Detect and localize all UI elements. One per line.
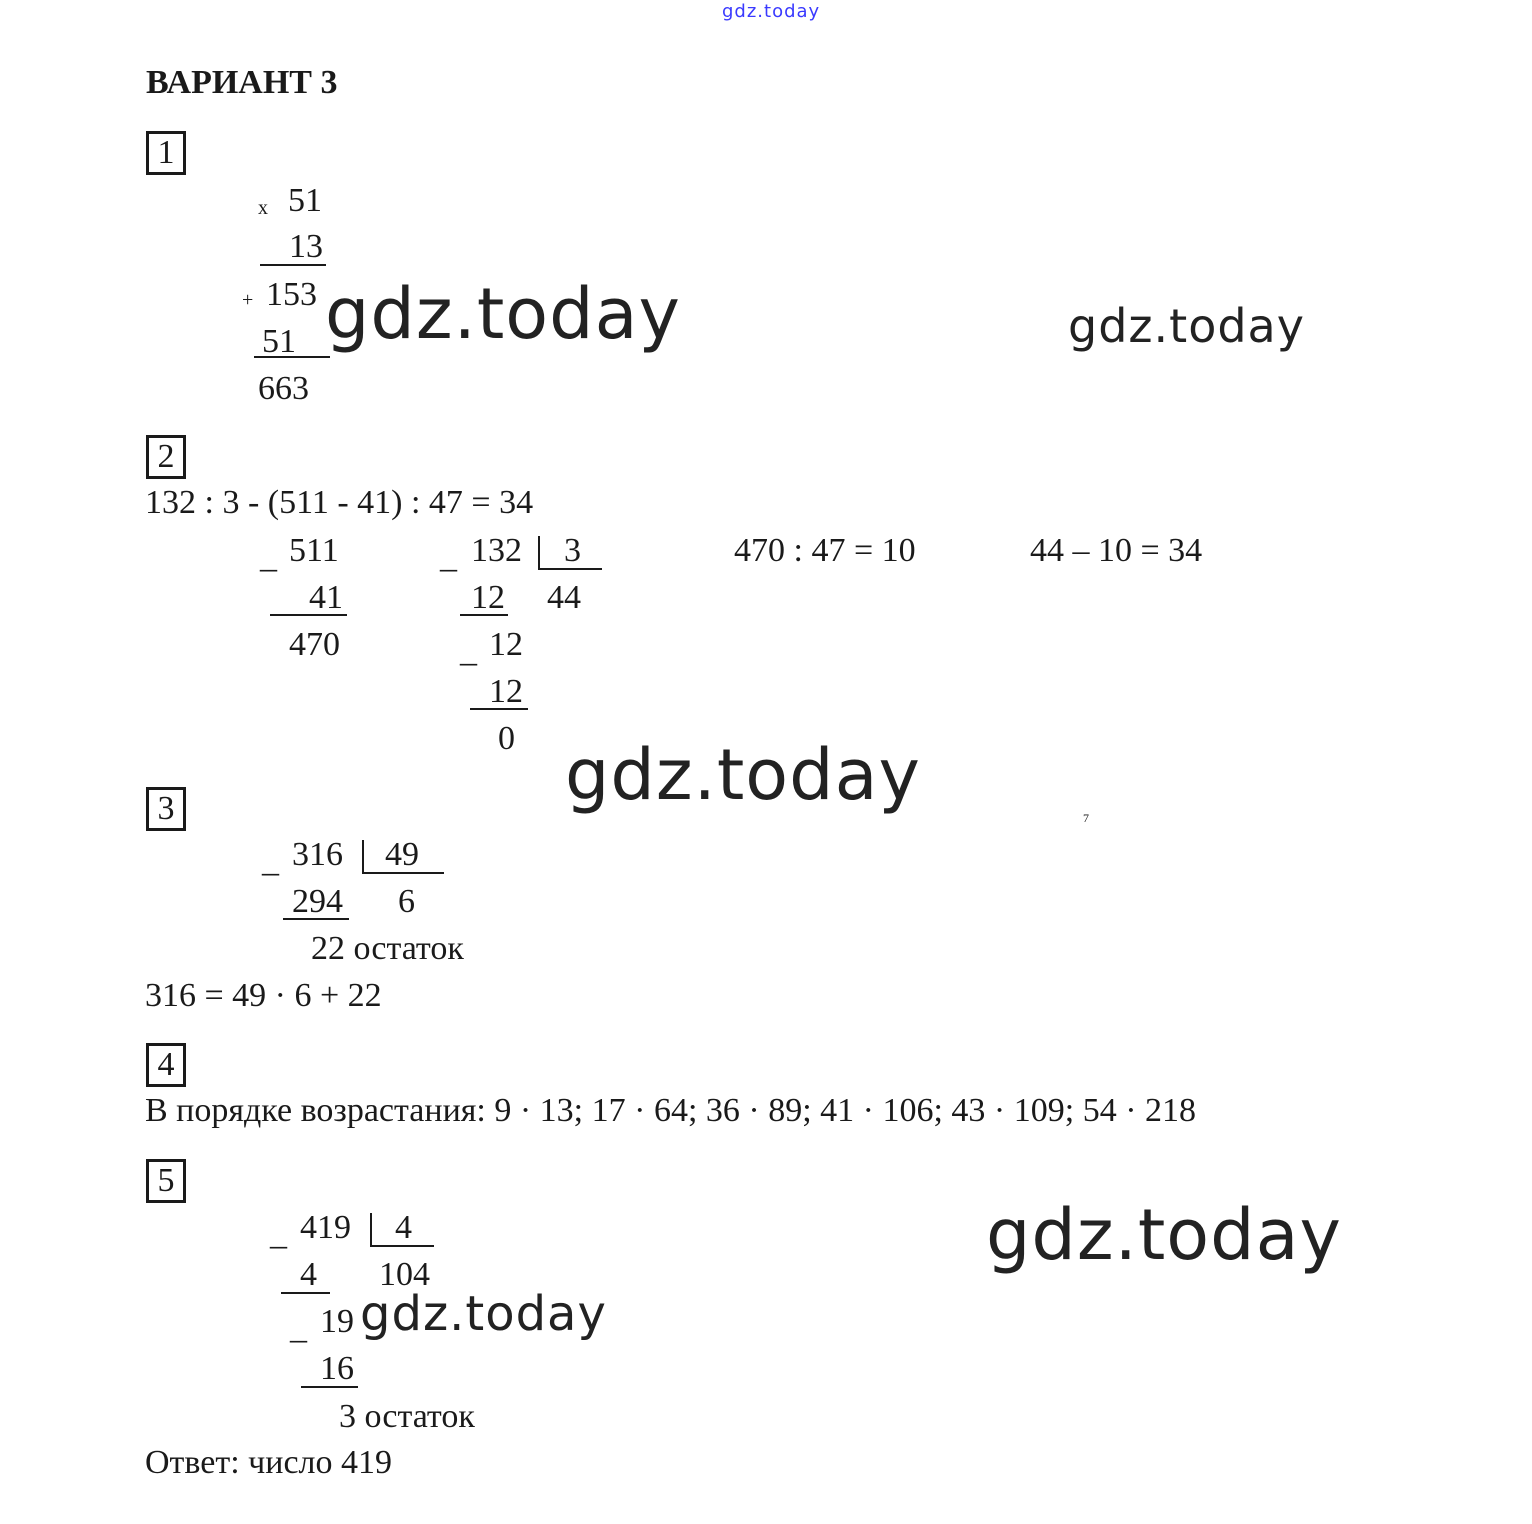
- t5-sub-1: 4: [300, 1256, 317, 1293]
- t5-div-bar: [370, 1213, 372, 1247]
- div-sub-2: 12: [489, 673, 523, 710]
- t3-divisor-line: [362, 872, 444, 874]
- t5-dividend: 419: [300, 1209, 351, 1246]
- t5-remainder-1: 19: [320, 1303, 354, 1340]
- mult-line-2: [254, 356, 330, 358]
- t3-div-bar: [362, 840, 364, 874]
- sub-line: [270, 614, 347, 616]
- task2-eq1: 470 : 47 = 10: [734, 532, 916, 569]
- t3-dividend: 316: [292, 836, 343, 873]
- div-dividend: 132: [471, 532, 522, 569]
- mult-line-1: [260, 264, 326, 266]
- mult-result: 663: [258, 370, 309, 407]
- t3-minus: _: [262, 842, 279, 879]
- t5-divisor-line: [370, 1245, 434, 1247]
- t4-text: В порядке возрастания: 9 · 13; 17 · 64; 36 · 89; 41 · 106; 43 · 109; 54 · 218: [145, 1092, 1197, 1129]
- sub-result: 470: [289, 626, 340, 663]
- div-remainder-1: 12: [489, 626, 523, 663]
- t3-sub-line: [283, 918, 349, 920]
- t5-sub-2: 16: [320, 1350, 354, 1387]
- t3-remainder: 22 остаток: [311, 930, 464, 967]
- mult-row-3: 153: [266, 276, 317, 313]
- task2-expression: 132 : 3 - (511 - 41) : 47 = 34: [145, 484, 534, 521]
- sub-minus: _: [260, 538, 277, 575]
- sub-top: 511: [289, 532, 339, 569]
- mult-row-1: 51: [288, 182, 322, 219]
- div-remainder: 0: [498, 720, 515, 757]
- task-number-5: 5: [146, 1159, 186, 1203]
- watermark-5: gdz.today: [986, 1194, 1342, 1276]
- mult-row-4: 51: [262, 323, 296, 360]
- div-line-2: [470, 708, 528, 710]
- sub-bottom: 41: [309, 579, 343, 616]
- task2-eq2: 44 – 10 = 34: [1030, 532, 1203, 569]
- div-divisor: 3: [564, 532, 581, 569]
- div-bar: [538, 536, 540, 570]
- watermark-1: gdz.today: [325, 273, 681, 355]
- t5-remainder: 3 остаток: [339, 1398, 475, 1435]
- div-minus-1: _: [440, 538, 457, 575]
- div-sub-1: 12: [471, 579, 505, 616]
- task-number-1: 1: [146, 131, 186, 175]
- t5-minus-1: _: [270, 1215, 287, 1252]
- div-minus-2: _: [460, 632, 477, 669]
- watermark-4: gdz.today: [360, 1286, 607, 1342]
- t3-quotient: 6: [398, 883, 415, 920]
- mult-row-2: 13: [289, 228, 323, 265]
- t3-divisor: 49: [385, 836, 419, 873]
- task-number-4: 4: [146, 1043, 186, 1087]
- t5-answer: Ответ: число 419: [145, 1444, 393, 1481]
- top-watermark: gdz.today: [722, 1, 821, 22]
- task-number-2: 2: [146, 435, 186, 479]
- t5-quotient: 104: [379, 1256, 430, 1293]
- task-number-3: 3: [146, 787, 186, 831]
- stray-mark: 7: [1083, 811, 1089, 825]
- t3-sub: 294: [292, 883, 343, 920]
- t5-divisor: 4: [395, 1209, 412, 1246]
- t5-line-1: [281, 1292, 330, 1294]
- t3-result: 316 = 49 · 6 + 22: [145, 977, 382, 1014]
- div-line-1: [460, 614, 508, 616]
- multiply-sign: x: [258, 197, 268, 219]
- page-title: ВАРИАНТ 3: [146, 64, 338, 101]
- div-divisor-line: [538, 568, 602, 570]
- plus-sign: +: [242, 289, 254, 311]
- watermark-3: gdz.today: [565, 734, 921, 816]
- t5-minus-2: _: [290, 1309, 307, 1346]
- div-quotient: 44: [547, 579, 581, 616]
- t5-line-2: [301, 1386, 358, 1388]
- watermark-2: gdz.today: [1068, 299, 1305, 353]
